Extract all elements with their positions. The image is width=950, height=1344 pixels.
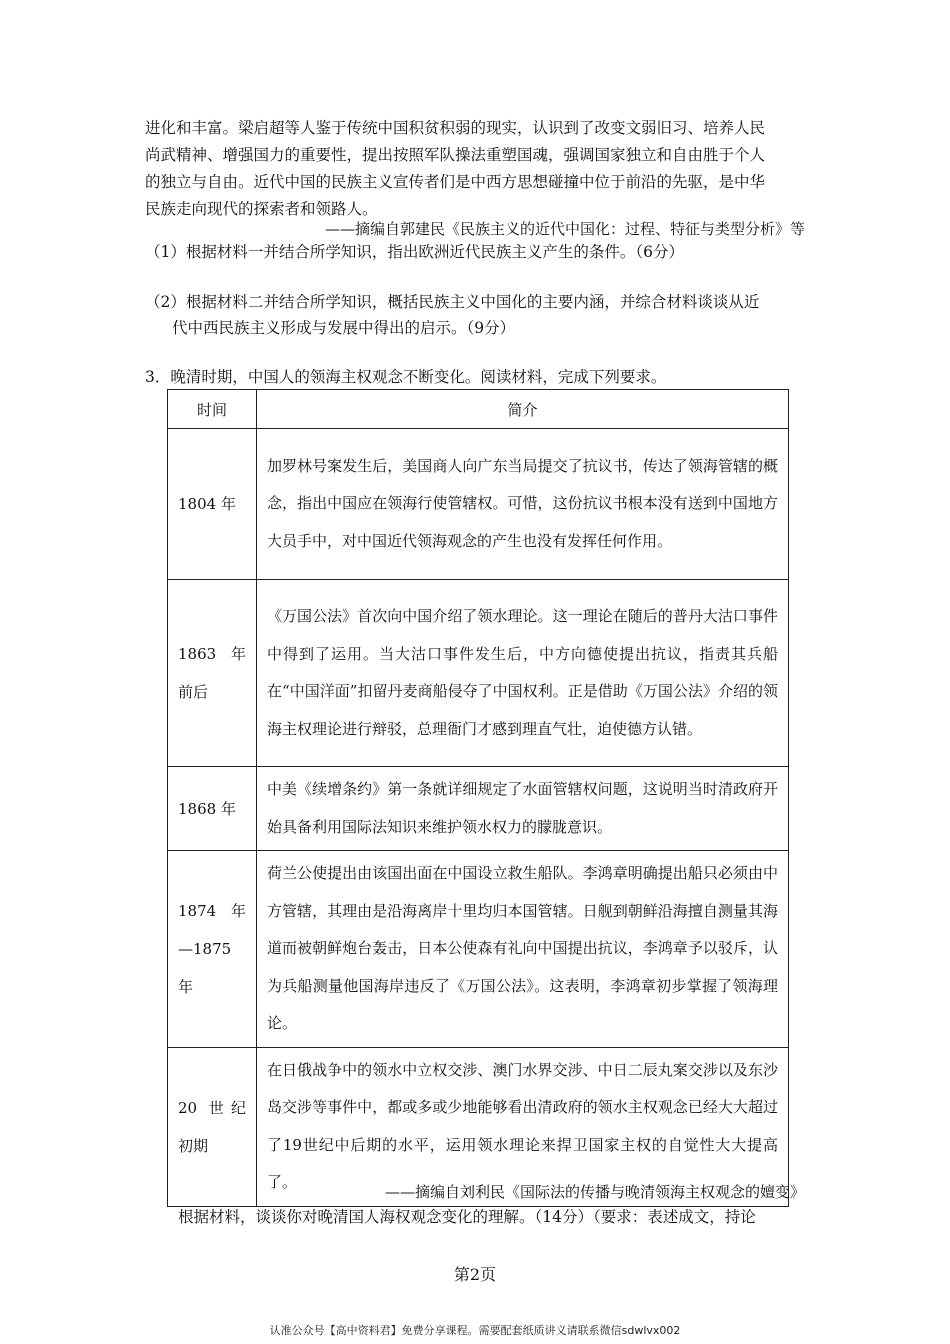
intro-line: 进化和丰富。梁启超等人鉴于传统中国积贫积弱的现实，认识到了改变文弱旧习、培养人民 (145, 119, 766, 137)
question-2-line-2: 代中西民族主义形成与发展中得出的启示。（9分） (172, 319, 516, 337)
row-desc: 中美《续增条约》第一条就详细规定了水面管辖权问题，这说明当时清政府开始具备利用国际法知识来维护领水权力的朦胧意识。 (257, 767, 789, 851)
intro-line: 尚武精神、增强国力的重要性，提出按照军队操法重塑国魂，强调国家独立和自由胜于个人 (145, 146, 766, 164)
row-time: 1804 年 (168, 429, 257, 580)
question-1: （1）根据材料一并结合所学知识，指出欧洲近代民族主义产生的条件。（6分） (145, 243, 684, 261)
intro-line: 民族走向现代的探索者和领路人。 (145, 200, 378, 218)
header-desc: 简介 (257, 390, 789, 429)
table-row (168, 767, 789, 851)
footer-note: 认准公众号【高中资料君】免费分享课程。需要配套纸质讲义请联系微信sdwlvx002 (269, 1324, 681, 1337)
question-3-intro: 3．晚清时期，中国人的领海主权观念不断变化。阅读材料，完成下列要求。 (145, 368, 667, 386)
page-number: 第2页 (453, 1265, 497, 1284)
table-row (168, 851, 789, 1048)
table-row (168, 580, 789, 767)
row-time: 1863 年前后 (168, 580, 257, 767)
table-header-row (168, 390, 789, 429)
row-desc: 加罗林号案发生后，美国商人向广东当局提交了抗议书，传达了领海管辖的概念，指出中国应在领海行使管辖权。可惜，这份抗议书根本没有送到中国地方大员手中，对中国近代领海观念的产生也没有发挥任何作用。 (257, 429, 789, 580)
intro-line: 的独立与自由。近代中国的民族主义宣传者们是中西方思想碰撞中位于前沿的先驱，是中华 (145, 173, 766, 191)
row-time: 1874 年—1875 年 (168, 851, 257, 1048)
row-desc: 荷兰公使提出由该国出面在中国设立救生船队。李鸿章明确提出船只必须由中方管辖，其理由是沿海离岸十里均归本国管辖。日舰到朝鲜沿海擅自测量其海道而被朝鲜炮台轰击，日本公使森有礼向中国提出抗议，李鸿章予以驳斥，认为兵船测量他国海岸违反了《万国公法》。这表明，李鸿章初步掌握了领海理论。 (257, 851, 789, 1048)
row-time: 1868 年 (168, 767, 257, 851)
events-table (167, 389, 789, 1207)
question-3-task: 根据材料，谈谈你对晚清国人海权观念变化的理解。（14分）（要求：表述成文，持论 (178, 1208, 756, 1226)
source-citation-2: ——摘编自刘利民《国际法的传播与晚清领海主权观念的嬗变》 (384, 1183, 805, 1201)
table-row (168, 429, 789, 580)
header-time: 时间 (168, 390, 257, 429)
row-desc: 在日俄战争中的领水中立权交涉、澳门水界交涉、中日二辰丸案交涉以及东沙岛交涉等事件中，都或多或少地能够看出清政府的领水主权观念已经大大超过了19世纪中后期的水平，运用领水理论来捍卫国家主权的自觉性大大提高了。 (257, 1047, 789, 1206)
question-2-line-1: （2）根据材料二并结合所学知识，概括民族主义中国化的主要内涵，并综合材料谈谈从近 (145, 293, 760, 311)
row-time: 20 世纪初期 (168, 1047, 257, 1206)
source-citation-1: ——摘编自郭建民《民族主义的近代中国化：过程、特征与类型分析》等 (324, 220, 805, 238)
intro-paragraph (145, 115, 807, 223)
row-desc: 《万国公法》首次向中国介绍了领水理论。这一理论在随后的普丹大沽口事件中得到了运用。当大沽口事件发生后，中方向德使提出抗议，指责其兵船在“中国洋面”扣留丹麦商船侵夺了中国权利。正是借助《万国公法》介绍的领海主权理论进行辩驳，总理衙门才感到理直气壮，迫使德方认错。 (257, 580, 789, 767)
